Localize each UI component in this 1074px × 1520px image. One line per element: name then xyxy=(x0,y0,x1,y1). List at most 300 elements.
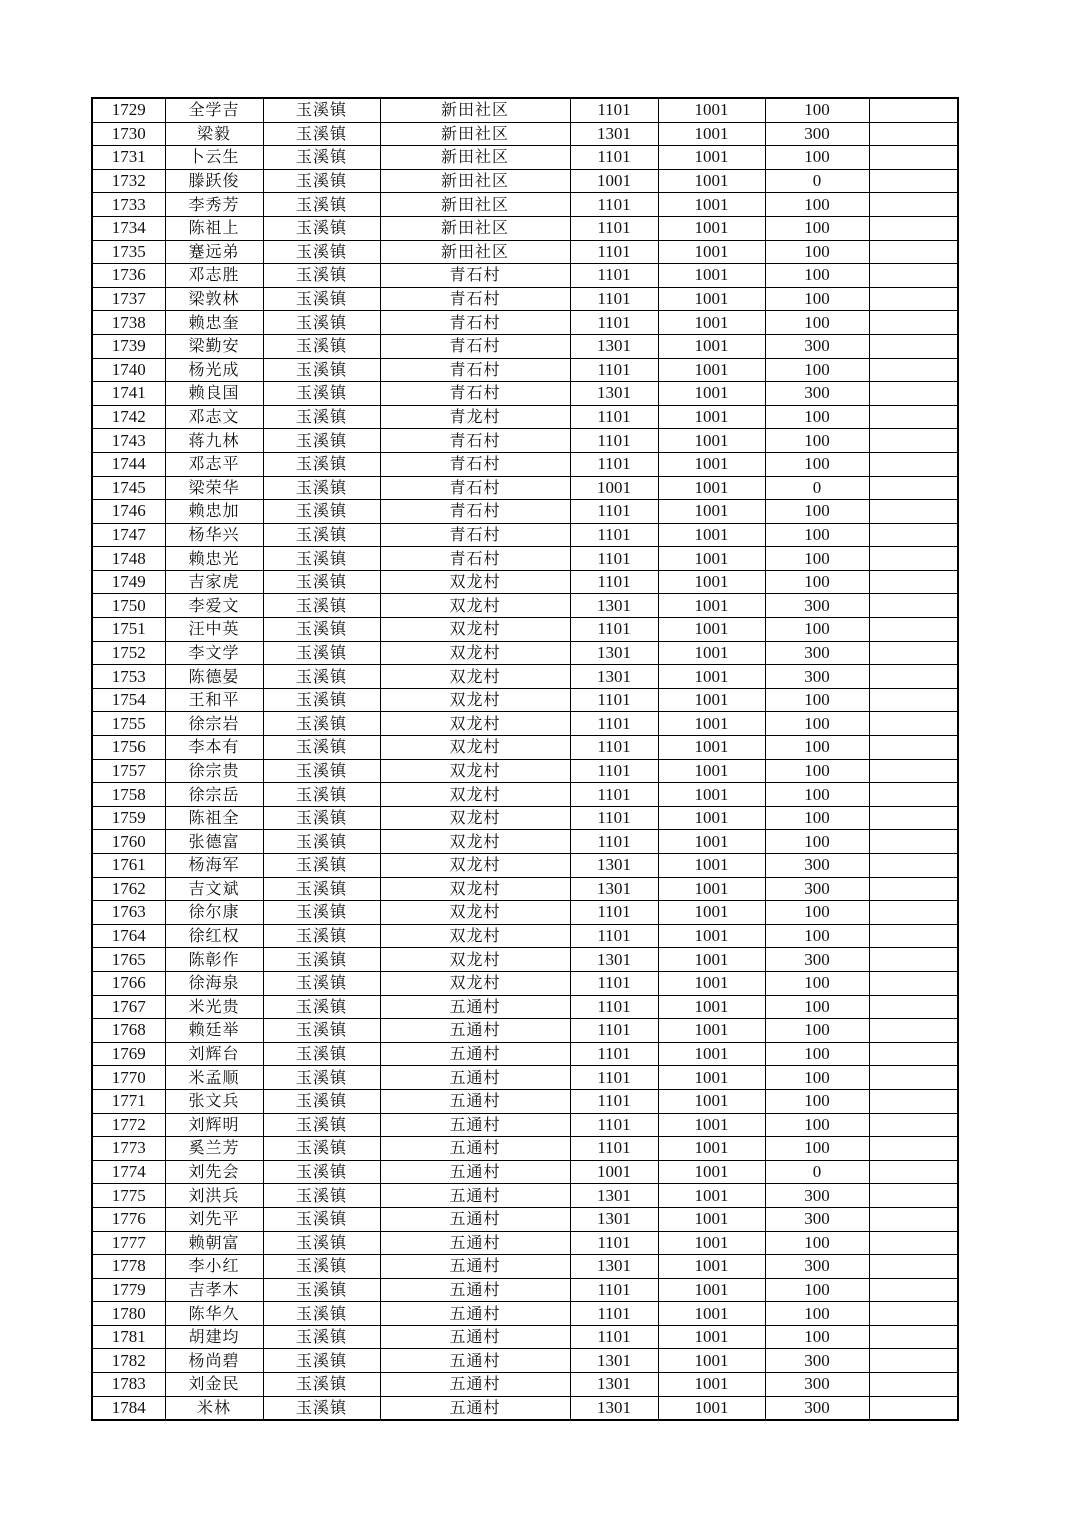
code-a-cell: 1101 xyxy=(570,1066,658,1090)
remark-cell xyxy=(869,1042,958,1066)
code-b-cell: 1001 xyxy=(658,358,765,382)
table-row xyxy=(92,382,958,406)
code-b-cell: 1001 xyxy=(658,500,765,524)
table-row xyxy=(92,641,958,665)
code-a-cell: 1101 xyxy=(570,240,658,264)
amount-cell: 100 xyxy=(765,264,869,288)
town-cell: 玉溪镇 xyxy=(263,500,380,524)
code-a-cell: 1301 xyxy=(570,854,658,878)
code-a-cell: 1101 xyxy=(570,688,658,712)
town-cell: 玉溪镇 xyxy=(263,948,380,972)
serial-number-cell: 1758 xyxy=(92,783,165,807)
code-a-cell: 1301 xyxy=(570,665,658,689)
serial-number-cell: 1743 xyxy=(92,429,165,453)
amount-cell: 100 xyxy=(765,830,869,854)
remark-cell xyxy=(869,193,958,217)
code-a-cell: 1001 xyxy=(570,476,658,500)
code-a-cell: 1101 xyxy=(570,618,658,642)
roster-table xyxy=(91,97,959,1421)
name-cell: 蒋九林 xyxy=(165,429,263,453)
village-cell: 双龙村 xyxy=(380,688,570,712)
town-cell: 玉溪镇 xyxy=(263,1302,380,1326)
table-row xyxy=(92,854,958,878)
code-a-cell: 1301 xyxy=(570,122,658,146)
code-b-cell: 1001 xyxy=(658,547,765,571)
code-b-cell: 1001 xyxy=(658,1066,765,1090)
village-cell: 五通村 xyxy=(380,1042,570,1066)
remark-cell xyxy=(869,1207,958,1231)
serial-number-cell: 1737 xyxy=(92,287,165,311)
name-cell: 梁勤安 xyxy=(165,334,263,358)
remark-cell xyxy=(869,240,958,264)
code-a-cell: 1301 xyxy=(570,641,658,665)
code-a-cell: 1001 xyxy=(570,169,658,193)
remark-cell xyxy=(869,901,958,925)
table-row xyxy=(92,948,958,972)
code-a-cell: 1301 xyxy=(570,877,658,901)
table-row xyxy=(92,995,958,1019)
code-b-cell: 1001 xyxy=(658,924,765,948)
serial-number-cell: 1732 xyxy=(92,169,165,193)
amount-cell: 300 xyxy=(765,665,869,689)
table-row xyxy=(92,169,958,193)
serial-number-cell: 1744 xyxy=(92,452,165,476)
town-cell: 玉溪镇 xyxy=(263,783,380,807)
town-cell: 玉溪镇 xyxy=(263,429,380,453)
village-cell: 青石村 xyxy=(380,287,570,311)
name-cell: 陈彰作 xyxy=(165,948,263,972)
name-cell: 赖良国 xyxy=(165,382,263,406)
serial-number-cell: 1731 xyxy=(92,146,165,170)
village-cell: 五通村 xyxy=(380,1349,570,1373)
code-a-cell: 1301 xyxy=(570,1207,658,1231)
amount-cell: 100 xyxy=(765,1325,869,1349)
village-cell: 五通村 xyxy=(380,1255,570,1279)
serial-number-cell: 1747 xyxy=(92,523,165,547)
code-a-cell: 1101 xyxy=(570,311,658,335)
name-cell: 李本有 xyxy=(165,736,263,760)
town-cell: 玉溪镇 xyxy=(263,570,380,594)
table-row xyxy=(92,146,958,170)
town-cell: 玉溪镇 xyxy=(263,1278,380,1302)
code-b-cell: 1001 xyxy=(658,712,765,736)
serial-number-cell: 1734 xyxy=(92,216,165,240)
table-row xyxy=(92,264,958,288)
code-b-cell: 1001 xyxy=(658,736,765,760)
village-cell: 五通村 xyxy=(380,1113,570,1137)
remark-cell xyxy=(869,264,958,288)
table-row xyxy=(92,334,958,358)
village-cell: 五通村 xyxy=(380,1137,570,1161)
code-b-cell: 1001 xyxy=(658,1231,765,1255)
code-b-cell: 1001 xyxy=(658,193,765,217)
serial-number-cell: 1766 xyxy=(92,971,165,995)
code-b-cell: 1001 xyxy=(658,1207,765,1231)
town-cell: 玉溪镇 xyxy=(263,98,380,122)
amount-cell: 300 xyxy=(765,854,869,878)
remark-cell xyxy=(869,334,958,358)
serial-number-cell: 1729 xyxy=(92,98,165,122)
village-cell: 五通村 xyxy=(380,1066,570,1090)
table-row xyxy=(92,240,958,264)
town-cell: 玉溪镇 xyxy=(263,122,380,146)
village-cell: 双龙村 xyxy=(380,665,570,689)
amount-cell: 100 xyxy=(765,1137,869,1161)
village-cell: 新田社区 xyxy=(380,146,570,170)
remark-cell xyxy=(869,1255,958,1279)
village-cell: 青石村 xyxy=(380,311,570,335)
remark-cell xyxy=(869,98,958,122)
remark-cell xyxy=(869,169,958,193)
town-cell: 玉溪镇 xyxy=(263,240,380,264)
table-row xyxy=(92,1231,958,1255)
amount-cell: 100 xyxy=(765,311,869,335)
code-a-cell: 1101 xyxy=(570,216,658,240)
remark-cell xyxy=(869,759,958,783)
town-cell: 玉溪镇 xyxy=(263,382,380,406)
remark-cell xyxy=(869,1349,958,1373)
remark-cell xyxy=(869,1396,958,1420)
name-cell: 胡建均 xyxy=(165,1325,263,1349)
remark-cell xyxy=(869,1278,958,1302)
name-cell: 徐宗岩 xyxy=(165,712,263,736)
serial-number-cell: 1751 xyxy=(92,618,165,642)
amount-cell: 300 xyxy=(765,1373,869,1397)
code-b-cell: 1001 xyxy=(658,476,765,500)
remark-cell xyxy=(869,547,958,571)
amount-cell: 100 xyxy=(765,712,869,736)
town-cell: 玉溪镇 xyxy=(263,264,380,288)
code-a-cell: 1101 xyxy=(570,523,658,547)
table-row xyxy=(92,877,958,901)
serial-number-cell: 1767 xyxy=(92,995,165,1019)
name-cell: 赖忠加 xyxy=(165,500,263,524)
serial-number-cell: 1739 xyxy=(92,334,165,358)
name-cell: 刘辉台 xyxy=(165,1042,263,1066)
remark-cell xyxy=(869,1113,958,1137)
table-row xyxy=(92,500,958,524)
serial-number-cell: 1742 xyxy=(92,405,165,429)
code-b-cell: 1001 xyxy=(658,759,765,783)
amount-cell: 100 xyxy=(765,240,869,264)
remark-cell xyxy=(869,688,958,712)
name-cell: 卜云生 xyxy=(165,146,263,170)
code-a-cell: 1101 xyxy=(570,1137,658,1161)
table-row xyxy=(92,1113,958,1137)
code-b-cell: 1001 xyxy=(658,1278,765,1302)
village-cell: 青石村 xyxy=(380,382,570,406)
town-cell: 玉溪镇 xyxy=(263,1373,380,1397)
code-b-cell: 1001 xyxy=(658,641,765,665)
serial-number-cell: 1752 xyxy=(92,641,165,665)
remark-cell xyxy=(869,1302,958,1326)
village-cell: 双龙村 xyxy=(380,901,570,925)
village-cell: 新田社区 xyxy=(380,240,570,264)
remark-cell xyxy=(869,358,958,382)
remark-cell xyxy=(869,1160,958,1184)
name-cell: 吉家虎 xyxy=(165,570,263,594)
code-b-cell: 1001 xyxy=(658,523,765,547)
table-row xyxy=(92,1255,958,1279)
village-cell: 青石村 xyxy=(380,500,570,524)
code-b-cell: 1001 xyxy=(658,901,765,925)
code-a-cell: 1101 xyxy=(570,146,658,170)
serial-number-cell: 1759 xyxy=(92,806,165,830)
code-b-cell: 1001 xyxy=(658,146,765,170)
table-row xyxy=(92,1019,958,1043)
code-a-cell: 1101 xyxy=(570,995,658,1019)
serial-number-cell: 1773 xyxy=(92,1137,165,1161)
table-row xyxy=(92,1207,958,1231)
amount-cell: 300 xyxy=(765,948,869,972)
town-cell: 玉溪镇 xyxy=(263,311,380,335)
code-a-cell: 1101 xyxy=(570,1278,658,1302)
code-b-cell: 1001 xyxy=(658,1184,765,1208)
table-row xyxy=(92,1089,958,1113)
town-cell: 玉溪镇 xyxy=(263,334,380,358)
code-a-cell: 1101 xyxy=(570,1113,658,1137)
code-a-cell: 1101 xyxy=(570,98,658,122)
amount-cell: 100 xyxy=(765,759,869,783)
town-cell: 玉溪镇 xyxy=(263,216,380,240)
village-cell: 五通村 xyxy=(380,995,570,1019)
amount-cell: 100 xyxy=(765,287,869,311)
name-cell: 李秀芳 xyxy=(165,193,263,217)
town-cell: 玉溪镇 xyxy=(263,995,380,1019)
code-b-cell: 1001 xyxy=(658,429,765,453)
code-b-cell: 1001 xyxy=(658,287,765,311)
serial-number-cell: 1762 xyxy=(92,877,165,901)
code-b-cell: 1001 xyxy=(658,1089,765,1113)
table-row xyxy=(92,594,958,618)
town-cell: 玉溪镇 xyxy=(263,1160,380,1184)
town-cell: 玉溪镇 xyxy=(263,901,380,925)
remark-cell xyxy=(869,570,958,594)
town-cell: 玉溪镇 xyxy=(263,1325,380,1349)
remark-cell xyxy=(869,476,958,500)
town-cell: 玉溪镇 xyxy=(263,523,380,547)
code-a-cell: 1101 xyxy=(570,1302,658,1326)
name-cell: 米孟顺 xyxy=(165,1066,263,1090)
code-b-cell: 1001 xyxy=(658,1042,765,1066)
remark-cell xyxy=(869,1373,958,1397)
amount-cell: 300 xyxy=(765,122,869,146)
village-cell: 双龙村 xyxy=(380,759,570,783)
code-a-cell: 1101 xyxy=(570,783,658,807)
village-cell: 五通村 xyxy=(380,1231,570,1255)
remark-cell xyxy=(869,1231,958,1255)
name-cell: 徐红权 xyxy=(165,924,263,948)
town-cell: 玉溪镇 xyxy=(263,759,380,783)
table-row xyxy=(92,523,958,547)
serial-number-cell: 1780 xyxy=(92,1302,165,1326)
serial-number-cell: 1753 xyxy=(92,665,165,689)
amount-cell: 100 xyxy=(765,806,869,830)
remark-cell xyxy=(869,830,958,854)
serial-number-cell: 1771 xyxy=(92,1089,165,1113)
amount-cell: 300 xyxy=(765,1184,869,1208)
remark-cell xyxy=(869,523,958,547)
remark-cell xyxy=(869,618,958,642)
name-cell: 张德富 xyxy=(165,830,263,854)
name-cell: 刘洪兵 xyxy=(165,1184,263,1208)
table-row xyxy=(92,759,958,783)
town-cell: 玉溪镇 xyxy=(263,924,380,948)
amount-cell: 100 xyxy=(765,570,869,594)
table-row xyxy=(92,216,958,240)
code-b-cell: 1001 xyxy=(658,1160,765,1184)
table-row xyxy=(92,1184,958,1208)
remark-cell xyxy=(869,736,958,760)
code-b-cell: 1001 xyxy=(658,1373,765,1397)
code-b-cell: 1001 xyxy=(658,618,765,642)
code-b-cell: 1001 xyxy=(658,1396,765,1420)
town-cell: 玉溪镇 xyxy=(263,193,380,217)
amount-cell: 0 xyxy=(765,476,869,500)
remark-cell xyxy=(869,311,958,335)
name-cell: 陈华久 xyxy=(165,1302,263,1326)
remark-cell xyxy=(869,948,958,972)
code-b-cell: 1001 xyxy=(658,854,765,878)
town-cell: 玉溪镇 xyxy=(263,1019,380,1043)
remark-cell xyxy=(869,1137,958,1161)
town-cell: 玉溪镇 xyxy=(263,688,380,712)
table-row xyxy=(92,924,958,948)
town-cell: 玉溪镇 xyxy=(263,1113,380,1137)
table-row xyxy=(92,830,958,854)
code-a-cell: 1301 xyxy=(570,1349,658,1373)
amount-cell: 100 xyxy=(765,193,869,217)
code-b-cell: 1001 xyxy=(658,971,765,995)
code-b-cell: 1001 xyxy=(658,877,765,901)
name-cell: 张文兵 xyxy=(165,1089,263,1113)
serial-number-cell: 1756 xyxy=(92,736,165,760)
village-cell: 五通村 xyxy=(380,1325,570,1349)
name-cell: 米林 xyxy=(165,1396,263,1420)
town-cell: 玉溪镇 xyxy=(263,452,380,476)
code-b-cell: 1001 xyxy=(658,1137,765,1161)
code-a-cell: 1101 xyxy=(570,971,658,995)
name-cell: 邓志文 xyxy=(165,405,263,429)
name-cell: 邓志平 xyxy=(165,452,263,476)
code-a-cell: 1001 xyxy=(570,1160,658,1184)
village-cell: 青石村 xyxy=(380,429,570,453)
remark-cell xyxy=(869,1184,958,1208)
code-b-cell: 1001 xyxy=(658,594,765,618)
remark-cell xyxy=(869,429,958,453)
village-cell: 双龙村 xyxy=(380,641,570,665)
serial-number-cell: 1783 xyxy=(92,1373,165,1397)
code-b-cell: 1001 xyxy=(658,405,765,429)
town-cell: 玉溪镇 xyxy=(263,1137,380,1161)
town-cell: 玉溪镇 xyxy=(263,1231,380,1255)
amount-cell: 100 xyxy=(765,429,869,453)
name-cell: 梁荣华 xyxy=(165,476,263,500)
village-cell: 新田社区 xyxy=(380,169,570,193)
village-cell: 双龙村 xyxy=(380,924,570,948)
serial-number-cell: 1761 xyxy=(92,854,165,878)
code-a-cell: 1101 xyxy=(570,500,658,524)
name-cell: 徐尔康 xyxy=(165,901,263,925)
town-cell: 玉溪镇 xyxy=(263,806,380,830)
name-cell: 全学吉 xyxy=(165,98,263,122)
code-a-cell: 1301 xyxy=(570,334,658,358)
table-row xyxy=(92,688,958,712)
code-a-cell: 1101 xyxy=(570,429,658,453)
name-cell: 徐宗贵 xyxy=(165,759,263,783)
name-cell: 刘先平 xyxy=(165,1207,263,1231)
village-cell: 双龙村 xyxy=(380,712,570,736)
amount-cell: 300 xyxy=(765,1396,869,1420)
amount-cell: 100 xyxy=(765,146,869,170)
code-a-cell: 1101 xyxy=(570,193,658,217)
serial-number-cell: 1757 xyxy=(92,759,165,783)
code-b-cell: 1001 xyxy=(658,98,765,122)
table-row xyxy=(92,405,958,429)
amount-cell: 100 xyxy=(765,98,869,122)
serial-number-cell: 1748 xyxy=(92,547,165,571)
amount-cell: 100 xyxy=(765,1089,869,1113)
remark-cell xyxy=(869,405,958,429)
serial-number-cell: 1782 xyxy=(92,1349,165,1373)
village-cell: 新田社区 xyxy=(380,122,570,146)
town-cell: 玉溪镇 xyxy=(263,877,380,901)
town-cell: 玉溪镇 xyxy=(263,712,380,736)
code-b-cell: 1001 xyxy=(658,264,765,288)
table-row xyxy=(92,618,958,642)
table-row xyxy=(92,1278,958,1302)
amount-cell: 100 xyxy=(765,971,869,995)
name-cell: 李爱文 xyxy=(165,594,263,618)
remark-cell xyxy=(869,146,958,170)
town-cell: 玉溪镇 xyxy=(263,1396,380,1420)
code-b-cell: 1001 xyxy=(658,688,765,712)
code-a-cell: 1101 xyxy=(570,1089,658,1113)
village-cell: 双龙村 xyxy=(380,736,570,760)
table-row xyxy=(92,1042,958,1066)
amount-cell: 100 xyxy=(765,688,869,712)
amount-cell: 100 xyxy=(765,783,869,807)
code-b-cell: 1001 xyxy=(658,1255,765,1279)
code-a-cell: 1101 xyxy=(570,264,658,288)
table-row xyxy=(92,901,958,925)
code-a-cell: 1301 xyxy=(570,594,658,618)
name-cell: 刘辉明 xyxy=(165,1113,263,1137)
name-cell: 赖忠光 xyxy=(165,547,263,571)
village-cell: 五通村 xyxy=(380,1089,570,1113)
remark-cell xyxy=(869,971,958,995)
amount-cell: 100 xyxy=(765,500,869,524)
serial-number-cell: 1741 xyxy=(92,382,165,406)
code-b-cell: 1001 xyxy=(658,311,765,335)
amount-cell: 100 xyxy=(765,736,869,760)
village-cell: 青龙村 xyxy=(380,405,570,429)
table-row xyxy=(92,1137,958,1161)
table-row xyxy=(92,971,958,995)
remark-cell xyxy=(869,995,958,1019)
code-a-cell: 1101 xyxy=(570,547,658,571)
code-a-cell: 1101 xyxy=(570,736,658,760)
code-a-cell: 1301 xyxy=(570,1396,658,1420)
serial-number-cell: 1740 xyxy=(92,358,165,382)
town-cell: 玉溪镇 xyxy=(263,854,380,878)
name-cell: 赖朝富 xyxy=(165,1231,263,1255)
remark-cell xyxy=(869,924,958,948)
remark-cell xyxy=(869,641,958,665)
remark-cell xyxy=(869,1066,958,1090)
town-cell: 玉溪镇 xyxy=(263,1207,380,1231)
serial-number-cell: 1765 xyxy=(92,948,165,972)
